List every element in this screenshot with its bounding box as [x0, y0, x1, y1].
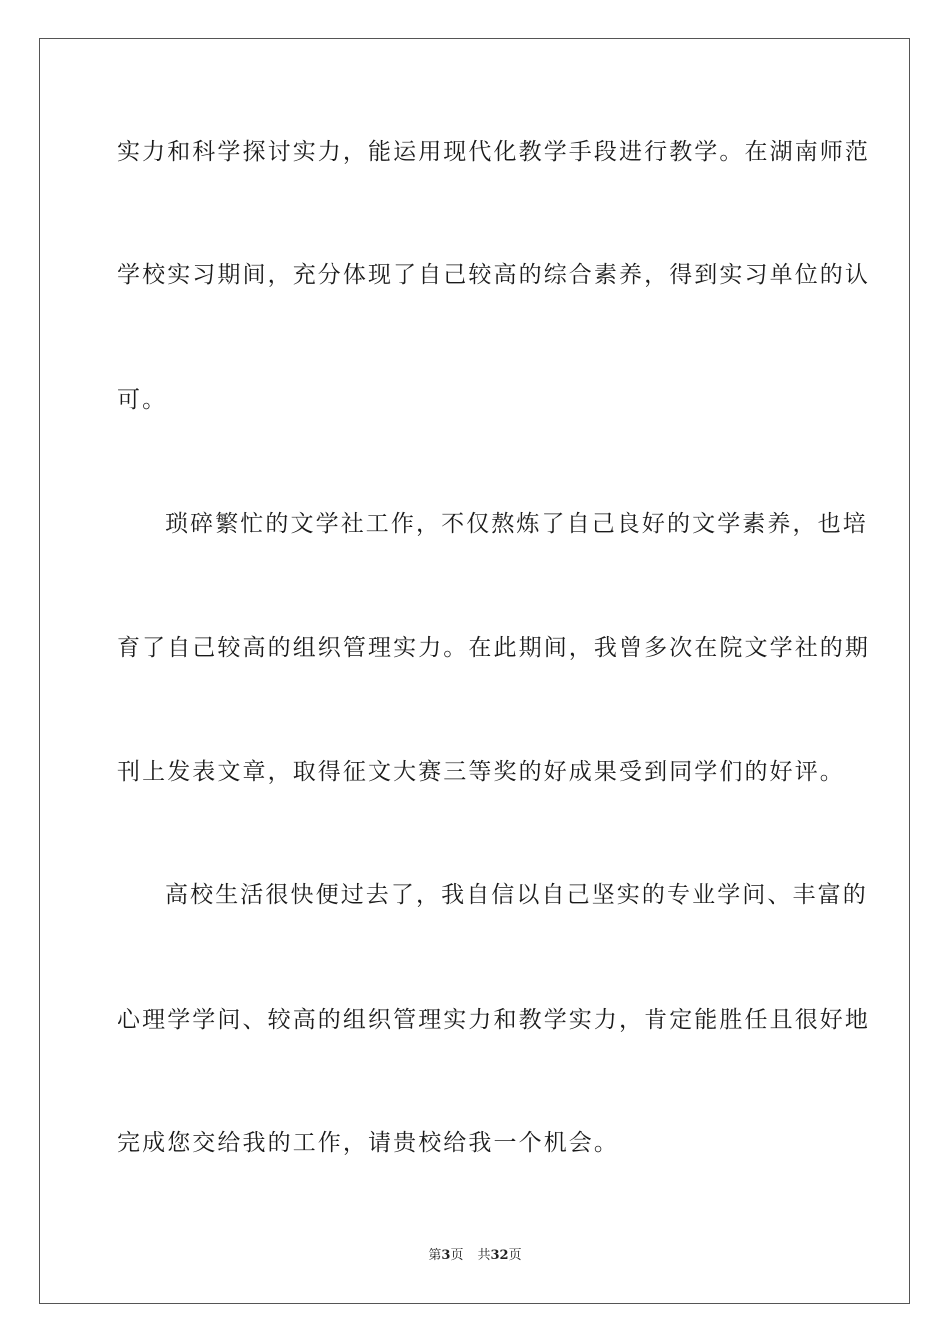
- total-pages-label: [477, 1248, 521, 1263]
- page-number-label: [428, 1248, 463, 1263]
- page-prefix: 第: [428, 1248, 442, 1263]
- paragraph-first-line: 琐碎繁忙的文学社工作，不仅熬炼了自己良好的文学素养，也培: [165, 511, 868, 537]
- current-page-number: 3: [441, 1248, 451, 1263]
- total-prefix: 共: [477, 1248, 491, 1263]
- page-border: [39, 38, 910, 1304]
- page-suffix: 页: [450, 1248, 464, 1263]
- total-suffix: 页: [508, 1248, 522, 1263]
- paragraph-first-line: 高校生活很快便过去了，我自信以自己坚实的专业学问、丰富的: [165, 882, 868, 908]
- text-line: 育了自己较高的组织管理实力。在此期间，我曾多次在院文学社的期: [117, 635, 870, 661]
- text-line: 实力和科学探讨实力，能运用现代化教学手段进行教学。在湖南师范: [117, 139, 870, 165]
- page-footer: [0, 1247, 950, 1265]
- total-pages-number: 32: [490, 1248, 509, 1263]
- text-line: 心理学学问、较高的组织管理实力和教学实力，肯定能胜任且很好地: [117, 1007, 870, 1033]
- text-line: 可。: [117, 387, 168, 413]
- text-line: 完成您交给我的工作，请贵校给我一个机会。: [117, 1130, 619, 1156]
- text-line: 学校实习期间，充分体现了自己较高的综合素养，得到实习单位的认: [117, 262, 870, 288]
- text-line: 刊上发表文章，取得征文大赛三等奖的好成果受到同学们的好评。: [117, 759, 845, 785]
